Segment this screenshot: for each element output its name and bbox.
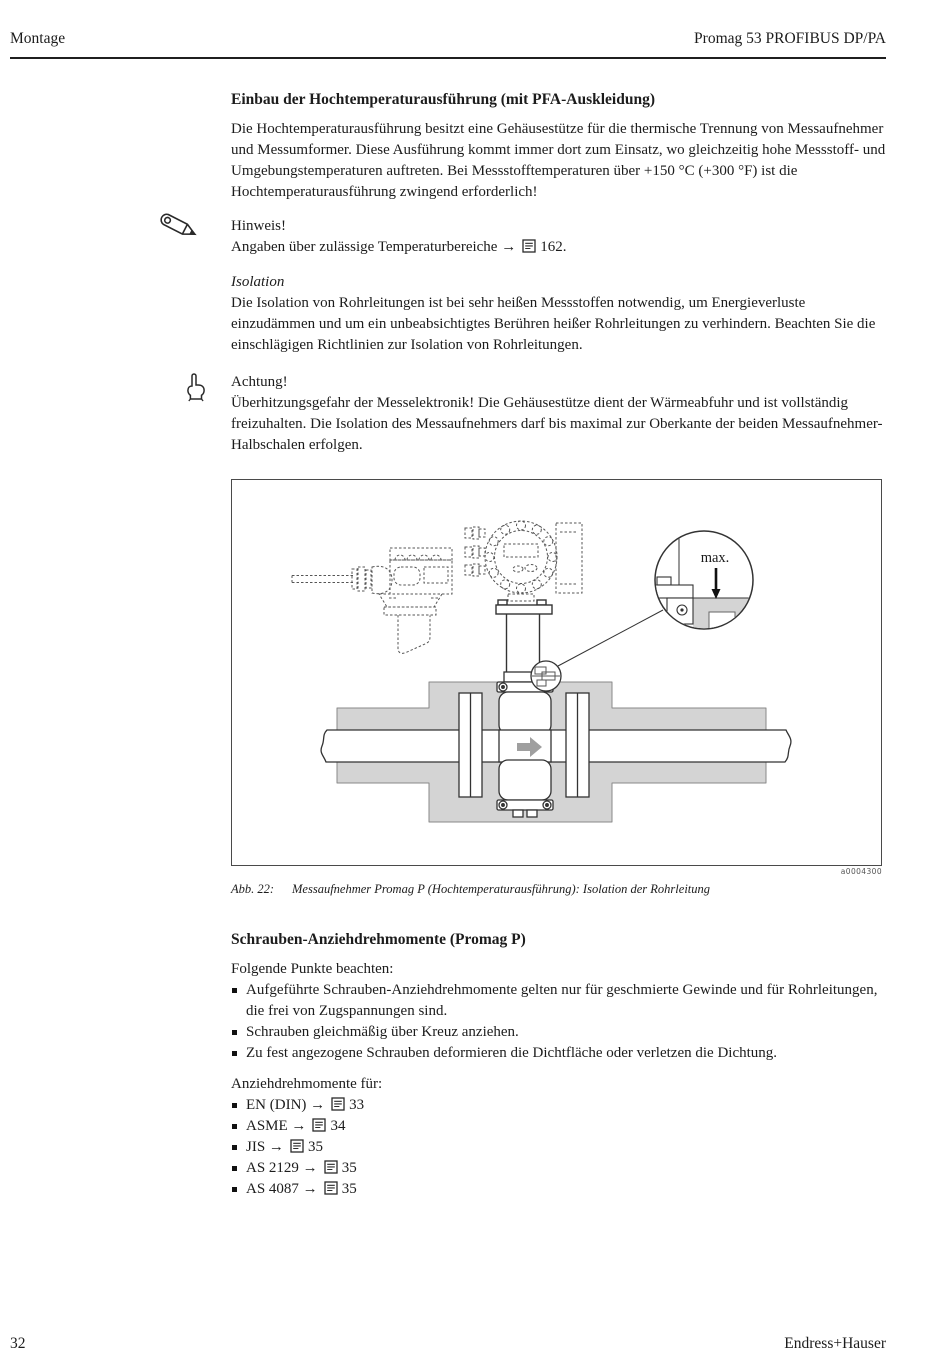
page-icon [324,1160,338,1174]
page-content [231,90,886,1200]
page-footer [10,1333,886,1354]
footer-page-number: 32 [10,1335,26,1352]
note-block [231,216,886,258]
isolation-diagram [232,480,883,867]
list-item: Aufgeführte Schrauben-Anziehdrehmomente gelten nur für geschmierte Gewinde und für Rohrleitungen, die frei von Zugspannungen sind. [231,980,886,1022]
isolation-paragraph: Die Isolation von Rohrleitungen ist bei sehr heißen Messstoffen notwendig, um Energieverluste einzudämmen und um ein unbeabsichtigtes Berühren heißer Rohrleitungen zu verhindern. Beachten Sie die einschlägigen Richtlinien zur Isolation von Rohrleitungen. [231,295,876,353]
figure-frame [231,479,882,866]
dashed-remote-transmitter [292,548,452,653]
page-icon [522,239,536,253]
dashed-transmitter-head [465,521,582,601]
caution-label: Achtung! [231,374,288,390]
schrauben-bullet-list [231,980,886,1064]
list-item: AS 2129 → 35 [231,1158,886,1179]
list-item: AS 4087 → 35 [231,1179,886,1200]
list-item: ASME → 34 [231,1116,886,1137]
page-icon [331,1097,345,1111]
page-icon [312,1118,326,1132]
list-item: JIS → 35 [231,1137,886,1158]
torque-ref-list [231,1095,886,1200]
page-icon [324,1181,338,1195]
pipe [321,730,791,762]
header-rule [10,57,886,59]
einbau-paragraph: Die Hochtemperaturausführung besitzt eine Gehäusestütze für die thermische Trennung von Messaufnehmer und Messumformer. Diese Ausführung kommt immer dort zum Einsatz, wo gleichzeitig hohe Messstoff- und Umgebungstemperaturen auftreten. Bei Messstofftemperaturen über +150 °C (+300 °F) ist die Hochtemperaturausführung zwingend erforderlich! [231,121,886,200]
max-label: max. [700,550,730,566]
list-item: Schrauben gleichmäßig über Kreuz anziehen. [231,1022,886,1043]
pencil-note-icon [156,212,204,257]
section-schrauben [231,930,886,1200]
note-reference: Angaben über zulässige Temperaturbereiche → 162. [231,239,567,255]
section-title-einbau: Einbau der Hochtemperaturausführung (mit PFA-Auskleidung) [231,91,655,108]
figure-abb22 [231,479,886,897]
torque-intro: Anziehdrehmomente für: [231,1076,383,1092]
header-product: Promag 53 PROFIBUS DP/PA [694,30,886,47]
isolation-title: Isolation [231,274,285,290]
caution-paragraph: Überhitzungsgefahr der Messelektronik! Die Gehäusestütze dient der Wärmeabfuhr und ist vollständig freizuhalten. Die Isolation des Messaufnehmers darf bis maximal zur Oberkante der beiden Messaufnehmer-Halbschalen erfolgen. [231,395,883,453]
figure-caption-text: Messaufnehmer Promag P (Hochtemperaturausführung): Isolation der Rohrleitung [292,882,711,896]
note-label: Hinweis! [231,218,286,234]
footer-company: Endress+Hauser [784,1335,886,1352]
header-chapter: Montage [10,30,66,47]
figure-caption-label: Abb. 22: [231,882,275,896]
figure-image-code: a0004300 [840,867,882,876]
list-item: Zu fest angezogene Schrauben deformieren die Dichtfläche oder verletzen die Dichtung. [231,1043,886,1064]
page-header [10,28,886,49]
magnifier-connector [558,610,663,666]
section-title-schrauben: Schrauben-Anziehdrehmomente (Promag P) [231,931,526,948]
schrauben-intro: Folgende Punkte beachten: [231,961,394,977]
caution-block [231,372,886,456]
pointing-hand-icon [183,372,207,411]
list-item: EN (DIN) → 33 [231,1095,886,1116]
page-icon [290,1139,304,1153]
figure-caption [231,881,886,897]
